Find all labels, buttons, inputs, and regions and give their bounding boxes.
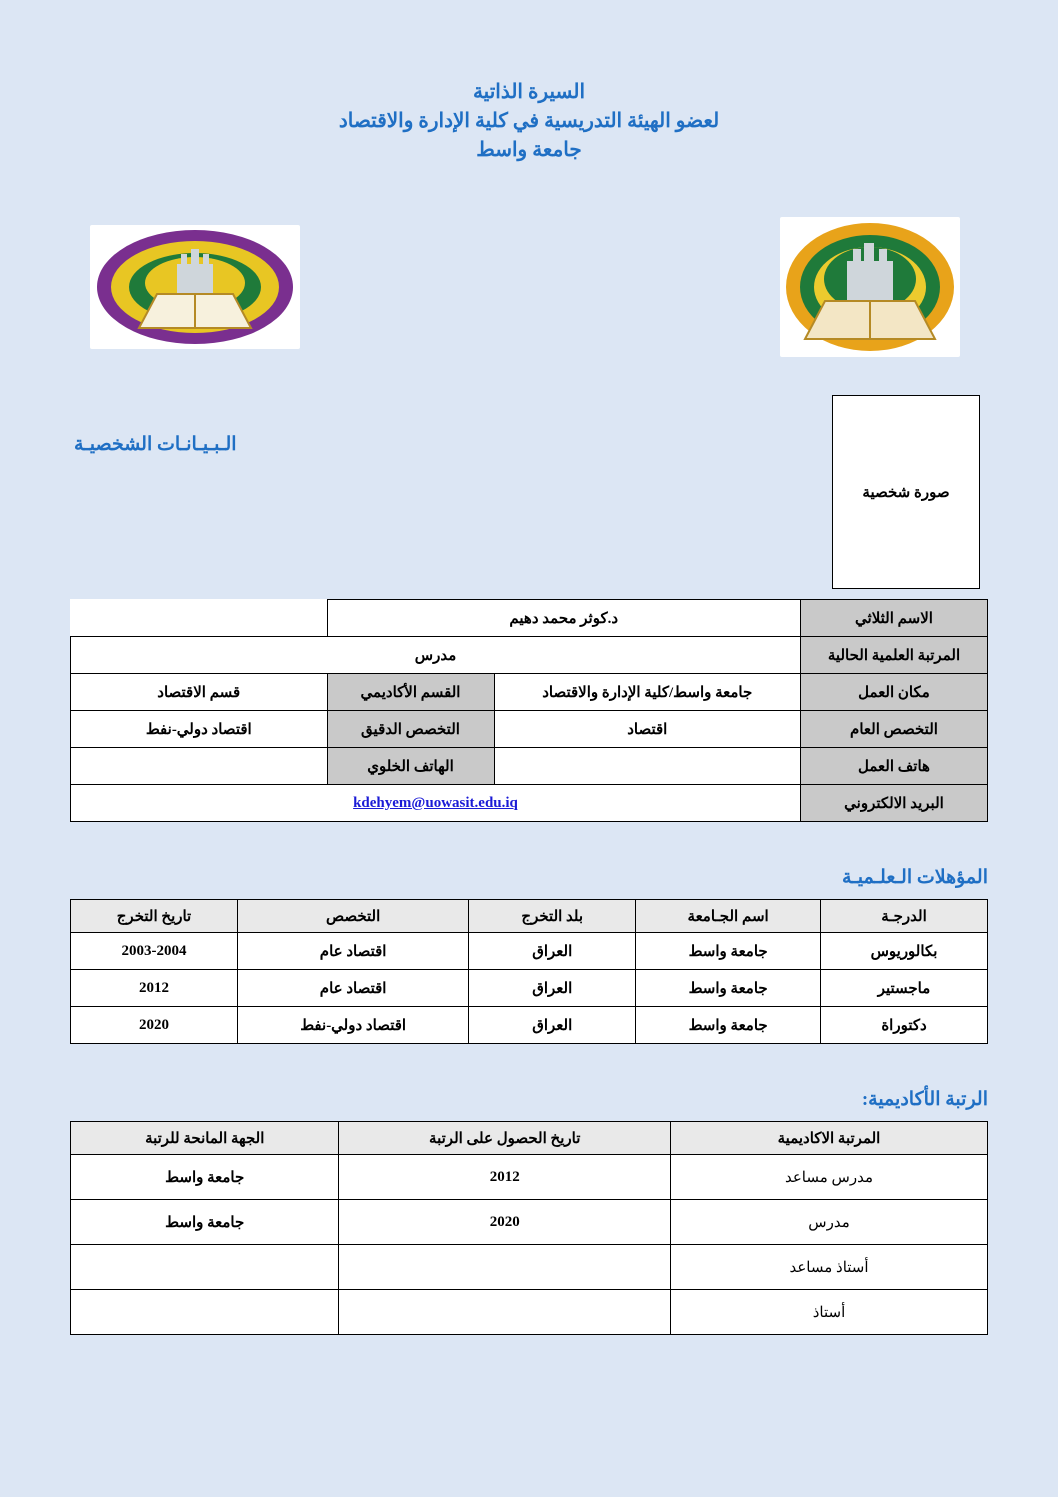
- academic-rank-table: [70, 1121, 988, 1335]
- college-of-administration-and-economics-logo: [90, 225, 300, 349]
- cell-rank-date: [339, 1245, 671, 1290]
- table-row: [71, 970, 988, 1007]
- column-header-granting-body: الجهة المانحة للرتبة: [71, 1122, 339, 1155]
- cell-graduation-date: 2003-2004: [71, 933, 238, 970]
- row-value: جامعة واسط/كلية الإدارة والاقتصاد: [494, 674, 801, 711]
- document-title: [70, 0, 988, 165]
- row-label: مكان العمل: [801, 674, 988, 711]
- table-row: [71, 933, 988, 970]
- table-header-row: [71, 1122, 988, 1155]
- cell-rank-date: 2020: [339, 1200, 671, 1245]
- cell-degree: دكتوراة: [821, 1007, 988, 1044]
- wasit-university-logo: [780, 217, 960, 357]
- cell-country: العراق: [469, 933, 636, 970]
- table-header-row: [71, 900, 988, 933]
- section-title-personal: الـبـيـانـات الشخصيـة: [74, 434, 237, 455]
- table-row: [71, 600, 988, 637]
- table-row: [71, 1200, 988, 1245]
- cell-university: جامعة واسط: [636, 970, 821, 1007]
- qualifications-table: [70, 899, 988, 1044]
- cell-granting-body: جامعة واسط: [71, 1155, 339, 1200]
- cell-rank: أستاذ مساعد: [671, 1245, 988, 1290]
- row-value: اقتصاد: [494, 711, 801, 748]
- cell-country: العراق: [469, 1007, 636, 1044]
- cell-university: جامعة واسط: [636, 933, 821, 970]
- cell-university: جامعة واسط: [636, 1007, 821, 1044]
- section-title-academic-rank: الرتبة الأكاديمية:: [861, 1089, 988, 1110]
- table-row: [71, 1245, 988, 1290]
- cell-rank: مدرس: [671, 1200, 988, 1245]
- section-title-qualifications: المؤهلات الـعلـميـة: [842, 867, 988, 888]
- column-header-rank: المرتبة الاكاديمية: [671, 1122, 988, 1155]
- row-label: الاسم الثلاثي: [801, 600, 988, 637]
- cell-specialization: اقتصاد عام: [238, 970, 469, 1007]
- cell-graduation-date: 2020: [71, 1007, 238, 1044]
- cell-granting-body: جامعة واسط: [71, 1200, 339, 1245]
- cell-rank-date: [339, 1290, 671, 1335]
- cell-rank-date: 2012: [339, 1155, 671, 1200]
- row-mid-value: [71, 748, 328, 785]
- table-row: [71, 1007, 988, 1044]
- email-value[interactable]: [71, 785, 801, 822]
- table-row: [71, 1290, 988, 1335]
- column-header-rank-date: تاريخ الحصول على الرتبة: [339, 1122, 671, 1155]
- personal-photo-placeholder: صورة شخصية: [832, 395, 980, 589]
- cell-granting-body: [71, 1290, 339, 1335]
- row-value: [494, 748, 801, 785]
- row-mid-label: الهاتف الخلوي: [327, 748, 494, 785]
- cell-specialization: اقتصاد عام: [238, 933, 469, 970]
- row-label: البريد الالكتروني: [801, 785, 988, 822]
- column-header-graduation-date: تاريخ التخرج: [71, 900, 238, 933]
- row-label: المرتبة العلمية الحالية: [801, 637, 988, 674]
- column-header-specialization: التخصص: [238, 900, 469, 933]
- row-value: د.كوثر محمد دهيم: [327, 600, 801, 637]
- table-row: [71, 674, 988, 711]
- title-line-1: السيرة الذاتية: [472, 81, 586, 103]
- email-link[interactable]: kdehyem@uowasit.edu.iq: [353, 794, 518, 811]
- table-row: [71, 748, 988, 785]
- table-row: [71, 1155, 988, 1200]
- table-row: [71, 637, 988, 674]
- row-mid-value: قسم الاقتصاد: [71, 674, 328, 711]
- row-mid-label: التخصص الدقيق: [327, 711, 494, 748]
- row-label: هاتف العمل: [801, 748, 988, 785]
- cell-specialization: اقتصاد دولي-نفط: [238, 1007, 469, 1044]
- row-mid-value: اقتصاد دولي-نفط: [71, 711, 328, 748]
- title-line-2: لعضو الهيئة التدريسية في كلية الإدارة والاقتصاد: [338, 110, 720, 132]
- row-mid-label: القسم الأكاديمي: [327, 674, 494, 711]
- cell-degree: ماجستير: [821, 970, 988, 1007]
- title-line-3: جامعة واسط: [476, 139, 582, 161]
- column-header-degree: الدرجـة: [821, 900, 988, 933]
- personal-data-table: [70, 599, 988, 822]
- row-label: التخصص العام: [801, 711, 988, 748]
- column-header-country: بلد التخرج: [469, 900, 636, 933]
- cell-rank: أستاذ: [671, 1290, 988, 1335]
- cell-graduation-date: 2012: [71, 970, 238, 1007]
- table-row: [71, 785, 988, 822]
- table-row: [71, 711, 988, 748]
- cell-degree: بكالوريوس: [821, 933, 988, 970]
- photo-and-personal-heading: [70, 395, 988, 605]
- cell-granting-body: [71, 1245, 339, 1290]
- cell-country: العراق: [469, 970, 636, 1007]
- row-value: مدرس: [71, 637, 801, 674]
- cell-rank: مدرس مساعد: [671, 1155, 988, 1200]
- column-header-university: اسم الجـامعة: [636, 900, 821, 933]
- logo-row: [70, 217, 988, 377]
